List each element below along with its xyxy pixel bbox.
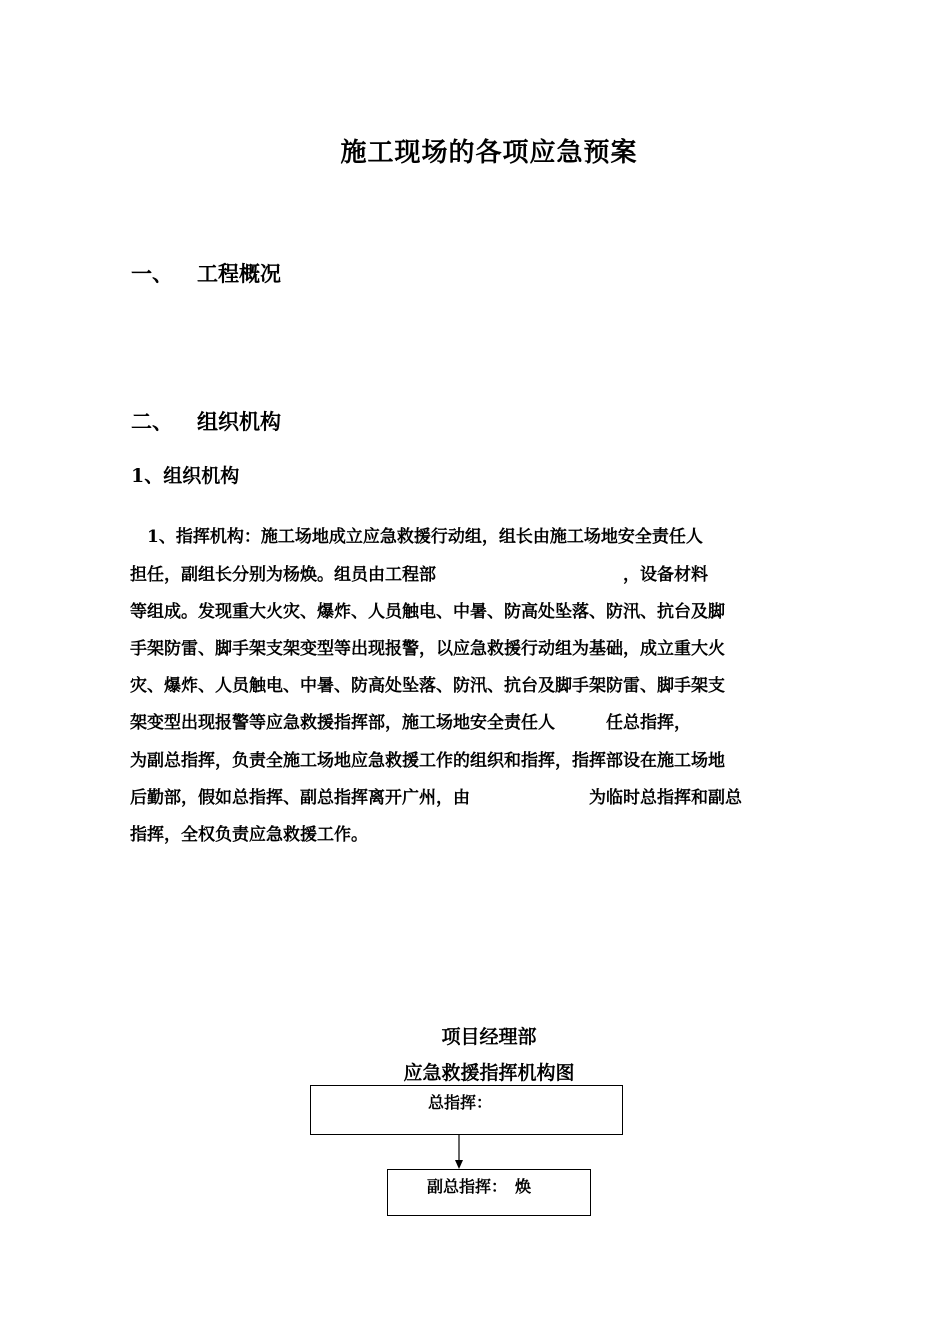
paragraph-line: 手架防雷、脚手架支架变型等出现报警，以应急救援行动组为基础，成立重大火 <box>130 639 725 659</box>
subsection-heading: 1、组织机构 <box>131 465 240 487</box>
org-node-chief-commander <box>310 1085 623 1135</box>
section-heading-organization <box>131 406 281 436</box>
paragraph-line: 架变型出现报警等应急救援指挥部，施工场地安全责任人 任总指挥， <box>130 713 691 733</box>
section-title: 组织机构 <box>197 409 281 434</box>
org-chart-title-line2: 应急救援指挥机构图 <box>403 1062 575 1084</box>
section-number: 二、 <box>131 409 173 434</box>
down-arrow-icon <box>450 1135 470 1170</box>
paragraph-line: 等组成。发现重大火灾、爆炸、人员触电、中暑、防高处坠落、防汛、抗台及脚 <box>130 602 725 622</box>
section-heading-overview <box>131 258 281 288</box>
section-number: 一、 <box>131 261 173 286</box>
org-chart-title-line1: 项目经理部 <box>441 1026 537 1048</box>
org-node-deputy-commander <box>387 1169 591 1216</box>
org-node-label: 总指挥： <box>428 1093 493 1112</box>
paragraph-line: 指挥，全权负责应急救援工作。 <box>130 825 368 845</box>
document-title: 施工现场的各项应急预案 <box>340 138 638 168</box>
org-node-label: 副总指挥： 焕 <box>427 1177 532 1196</box>
paragraph-line: 灾、爆炸、人员触电、中暑、防高处坠落、防汛、抗台及脚手架防雷、脚手架支 <box>130 676 725 696</box>
paragraph-line: 为副总指挥，负责全施工场地应急救援工作的组织和指挥，指挥部设在施工场地 <box>130 751 725 771</box>
section-title: 工程概况 <box>197 261 281 286</box>
paragraph-line: 后勤部，假如总指挥、副总指挥离开广州，由 为临时总指挥和副总 <box>130 788 742 808</box>
paragraph-line: 1、指挥机构：施工场地成立应急救援行动组，组长由施工场地安全责任人 <box>130 527 703 547</box>
paragraph-line: 担任，副组长分别为杨焕。组员由工程部 ，设备材料 <box>130 565 708 585</box>
